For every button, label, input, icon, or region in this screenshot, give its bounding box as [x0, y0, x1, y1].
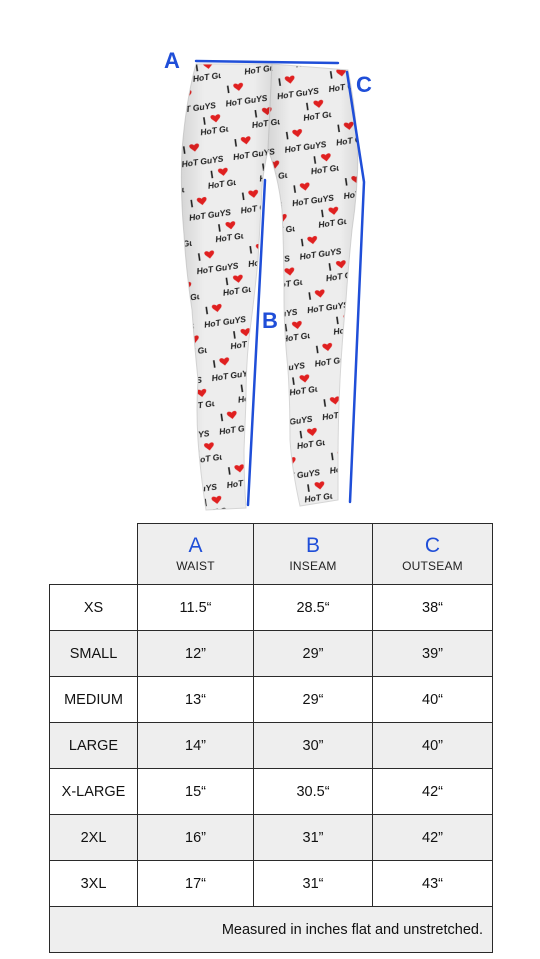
- marker-b: B: [262, 308, 278, 333]
- table-row: [50, 769, 493, 815]
- inseam-cell: 29“: [254, 677, 373, 723]
- header-inseam: [254, 524, 373, 585]
- measurement-note: Measured in inches flat and unstretched.: [50, 907, 493, 953]
- header-label: OUTSEAM: [402, 559, 463, 573]
- outseam-cell: 38“: [373, 585, 493, 631]
- header-letter: A: [188, 534, 203, 557]
- outseam-cell: 40”: [373, 723, 493, 769]
- waist-cell: 16”: [138, 815, 254, 861]
- waist-cell: 17“: [138, 861, 254, 907]
- size-cell: X-LARGE: [50, 769, 138, 815]
- marker-a: A: [164, 48, 180, 73]
- header-label: WAIST: [176, 559, 215, 573]
- waist-line: [196, 61, 338, 63]
- size-cell: LARGE: [50, 723, 138, 769]
- size-chart-table: [49, 523, 493, 953]
- table-row: [50, 631, 493, 677]
- inseam-cell: 30”: [254, 723, 373, 769]
- table-row: [50, 723, 493, 769]
- table-row: [50, 585, 493, 631]
- header-letter: C: [424, 534, 441, 557]
- size-cell: XS: [50, 585, 138, 631]
- inseam-cell: 30.5“: [254, 769, 373, 815]
- table-row: [50, 861, 493, 907]
- size-cell: MEDIUM: [50, 677, 138, 723]
- table-row: [50, 815, 493, 861]
- waist-cell: 15“: [138, 769, 254, 815]
- header-letter: B: [305, 534, 320, 557]
- inseam-cell: 29”: [254, 631, 373, 677]
- outseam-cell: 43“: [373, 861, 493, 907]
- header-outseam: [373, 524, 493, 585]
- header-label: INSEAM: [289, 559, 337, 573]
- size-cell: SMALL: [50, 631, 138, 677]
- waist-cell: 13“: [138, 677, 254, 723]
- waist-cell: 11.5“: [138, 585, 254, 631]
- leggings-image: [181, 64, 358, 510]
- marker-c: C: [356, 72, 372, 97]
- outseam-cell: 42“: [373, 769, 493, 815]
- waist-cell: 12”: [138, 631, 254, 677]
- inseam-cell: 28.5“: [254, 585, 373, 631]
- outseam-cell: 39”: [373, 631, 493, 677]
- header-corner: [50, 524, 138, 585]
- note-row: [50, 907, 493, 953]
- header-waist: [138, 524, 254, 585]
- outseam-cell: 40“: [373, 677, 493, 723]
- header-row: [50, 524, 493, 585]
- table-row: [50, 677, 493, 723]
- inseam-cell: 31”: [254, 815, 373, 861]
- size-cell: 2XL: [50, 815, 138, 861]
- waist-cell: 14”: [138, 723, 254, 769]
- outseam-cell: 42”: [373, 815, 493, 861]
- inseam-cell: 31“: [254, 861, 373, 907]
- size-cell: 3XL: [50, 861, 138, 907]
